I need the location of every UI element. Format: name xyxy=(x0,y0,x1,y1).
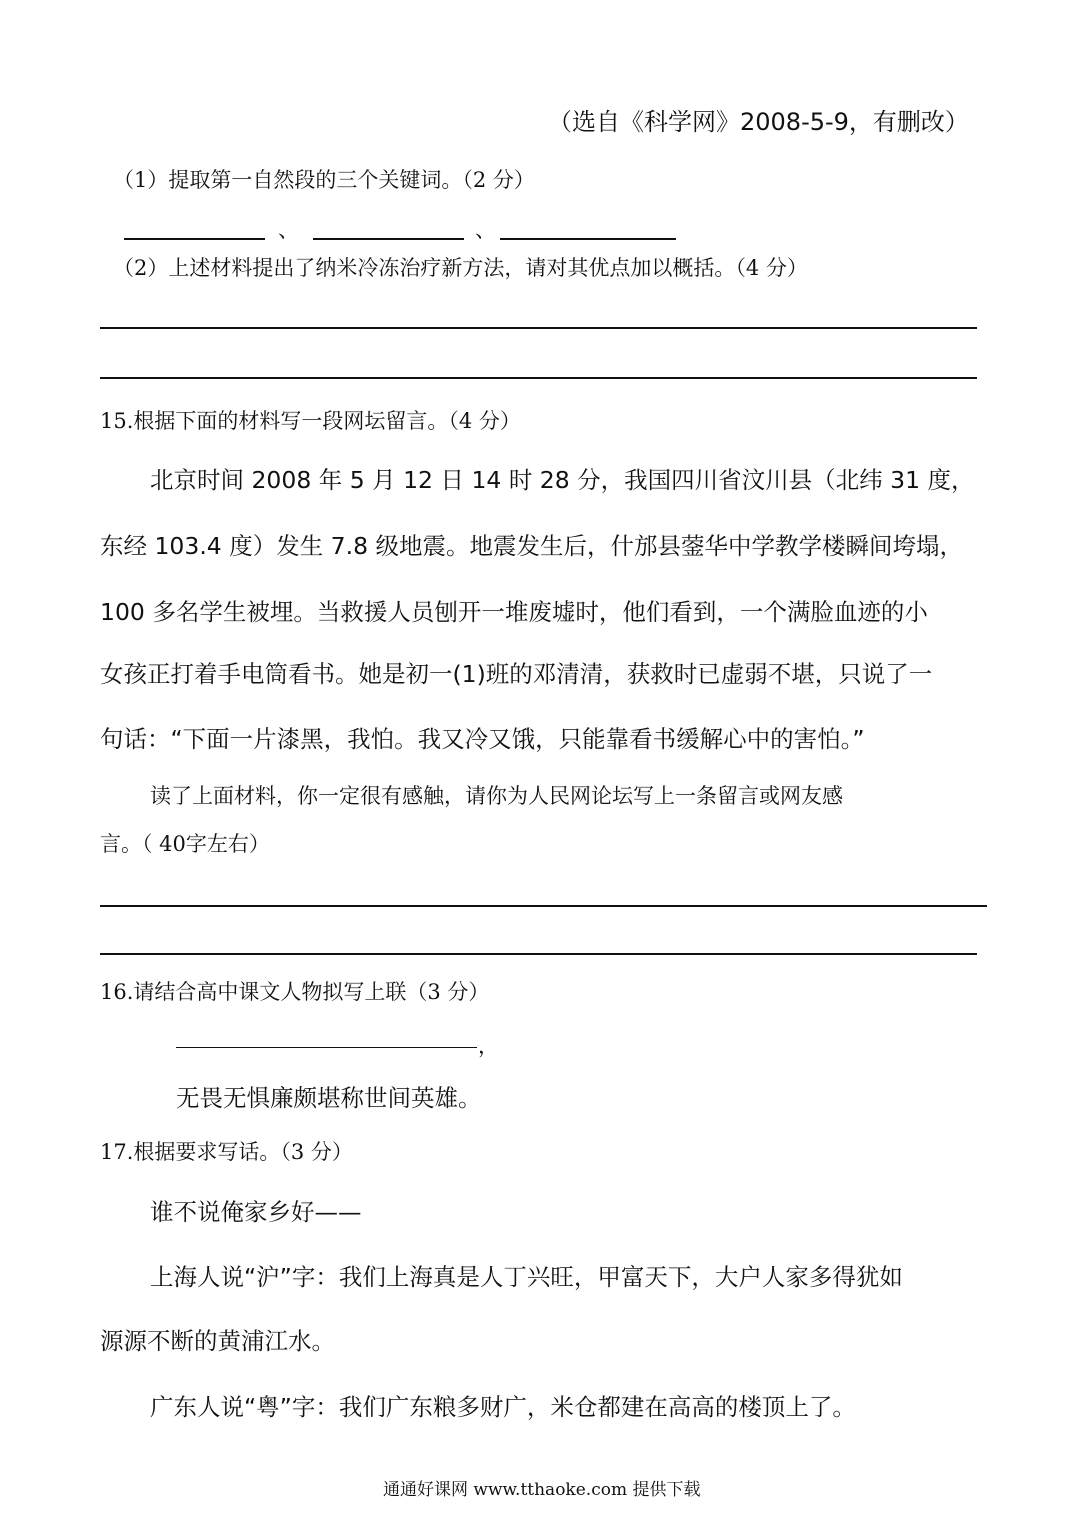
q15-passage-line: 女孩正打着手电筒看书。她是初一(1)班的邓清清，获救时已虚弱不堪，只说了一 xyxy=(100,660,933,688)
q16-heading: 16.请结合高中课文人物拟写上联（3 分） xyxy=(100,980,490,1004)
q17-line: 上海人说“沪”字：我们上海真是人丁兴旺，甲富天下，大户人家多得犹如 xyxy=(150,1263,903,1291)
q15-passage-line: 北京时间 2008 年 5 月 12 日 14 时 28 分，我国四川省汶川县（北纬 31 度， xyxy=(150,466,975,494)
blank-separator-2: 、 xyxy=(475,218,496,242)
q17-line: 谁不说俺家乡好—— xyxy=(150,1198,362,1226)
answer-line-2[interactable] xyxy=(100,377,977,379)
answer-line-3[interactable] xyxy=(100,905,987,907)
blank-separator-1: 、 xyxy=(278,218,299,242)
answer-blank-3[interactable] xyxy=(500,238,676,240)
q15-prompt-line: 读了上面材料，你一定很有感触，请你为人民网论坛写上一条留言或网友感 xyxy=(150,784,843,808)
q15-passage-line: 句话：“下面一片漆黑，我怕。我又冷又饿，只能靠看书缓解心中的害怕。” xyxy=(100,725,865,753)
source-citation: （选自《科学网》2008-5-9，有删改） xyxy=(548,108,969,136)
q17-heading: 17.根据要求写话。（3 分） xyxy=(100,1140,353,1164)
q17-line: 广东人说“粤”字：我们广东粮多财广，米仓都建在高高的楼顶上了。 xyxy=(150,1393,856,1421)
answer-blank-1[interactable] xyxy=(124,238,265,240)
couplet-blank-comma: ， xyxy=(478,1034,499,1058)
q15-heading: 15.根据下面的材料写一段网坛留言。（4 分） xyxy=(100,409,521,433)
q16-second-line: 无畏无惧廉颇堪称世间英雄。 xyxy=(176,1084,482,1112)
page-footer: 通通好课网 www.tthaoke.com 提供下载 xyxy=(383,1480,701,1500)
answer-line-1[interactable] xyxy=(100,327,977,329)
answer-blank-2[interactable] xyxy=(313,238,464,240)
q17-line: 源源不断的黄浦江水。 xyxy=(100,1327,335,1355)
couplet-blank[interactable] xyxy=(176,1047,477,1048)
q15-passage-line: 东经 103.4 度）发生 7.8 级地震。地震发生后，什邡县蓥华中学教学楼瞬间垮塌， xyxy=(100,532,964,560)
q15-prompt-line: 言。（ 40字左右） xyxy=(100,832,270,856)
q14-sub2: （2）上述材料提出了纳米冷冻治疗新方法，请对其优点加以概括。（4 分） xyxy=(113,256,808,280)
q15-passage-line: 100 多名学生被埋。当救援人员刨开一堆废墟时，他们看到，一个满脸血迹的小 xyxy=(100,598,928,626)
q14-sub1: （1）提取第一自然段的三个关键词。（2 分） xyxy=(113,168,535,192)
answer-line-4[interactable] xyxy=(100,953,977,955)
